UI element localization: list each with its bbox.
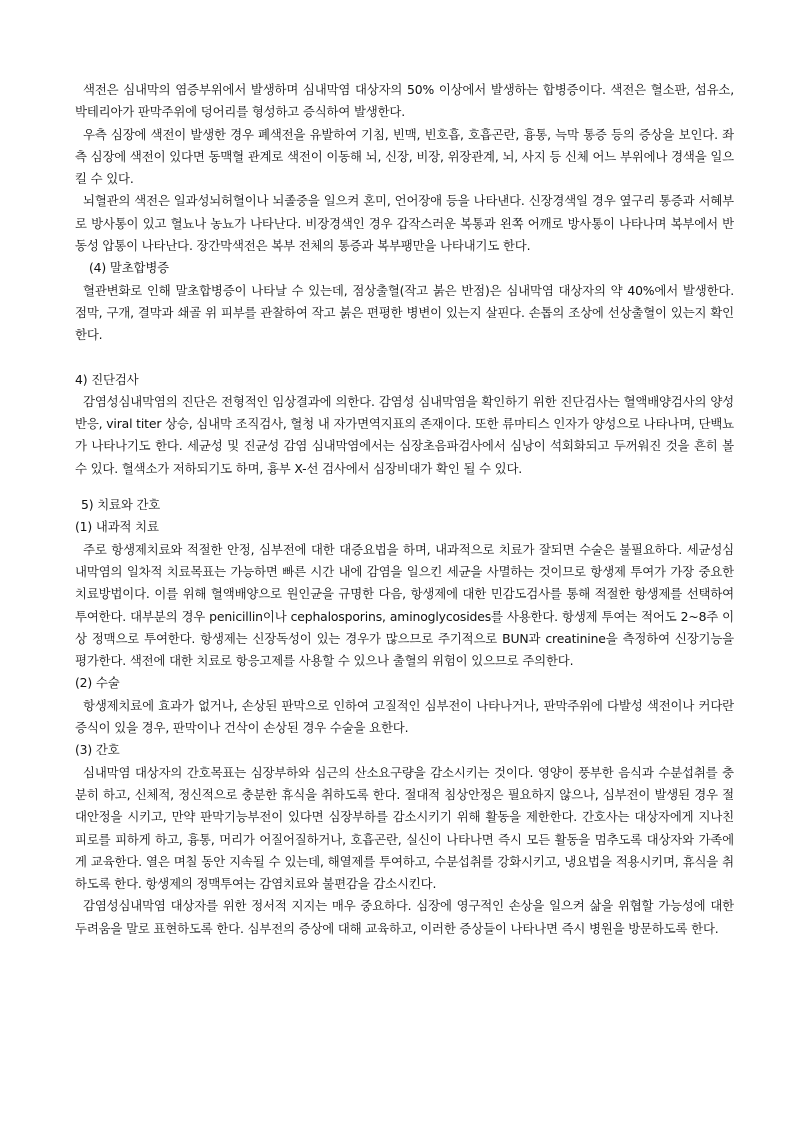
paragraph-medical-treatment: 주로 항생제치료와 적절한 안정, 심부전에 대한 대증요법을 하며, 내과적으로 치료가 잘되면 수술은 불필요하다. 세균성심내막염의 일차적 치료목표는 가능하면 빠른 시간 내에 감염을 일으킨 세균을 사멸하는 것이므로 항생제 투여가 가장 중요한 치료방법이다. 이를 위해 혈액배양으로 원인균을 규명한 다음, 항생제에 대한 민감도검사를 통해 적절한 항생제를 선택하여 투여한다. 대부분의 경우 penicillin이나 cephalosporins, aminoglycosides를 사용한다. 항생제 투여는 적어도 2~8주 이상 정맥으로 투여한다. 항생제는 신장독성이 있는 경우가 많으므로 주기적으로 BUN과 creatinine을 측정하여 신장기능을 평가한다. 색전에 대한 치료로 항응고제를 사용할 수 있으나 출혈의 위험이 있으므로 주의한다.	[75, 541, 735, 669]
paragraph-peripheral-complications: 혈관변화로 인해 말초합병증이 나타날 수 있는데, 점상출혈(작고 붉은 반점)은 심내막염 대상자의 약 40%에서 발생한다. 점막, 구개, 결막과 쇄골 위 피부를 관찰하여 작고 붉은 편평한 병변이 있는지 살핀다. 손톱의 조상에 선상출혈이 있는지 확인한다.	[75, 282, 734, 343]
spacer	[75, 480, 734, 494]
paragraph-embolism-symptoms: 우측 심장에 색전이 발생한 경우 폐색전을 유발하여 기침, 빈맥, 빈호흡, 호흡곤란, 흉통, 늑막 통증 등의 증상을 보인다. 좌측 심장에 색전이 있다면 동맥혈 관계로 색전이 이동해 뇌, 신장, 비장, 위장관계, 뇌, 사지 등 신체 어느 부위에나 경색을 일으킬 수 있다.	[75, 126, 734, 187]
paragraph-nursing: 심내막염 대상자의 간호목표는 심장부하와 심근의 산소요구량을 감소시키는 것이다. 영양이 풍부한 음식과 수분섭취를 충분히 하고, 신체적, 정신적으로 충분한 휴식을 취하도록 한다. 절대적 침상안정은 필요하지 않으나, 심부전이 발생된 경우 절대안정을 시키고, 만약 판막기능부전이 있다면 심장부하를 감소시키기 위해 활동을 제한한다. 간호사는 대상자에게 지나친 피로를 피하게 하고, 흉통, 머리가 어질어질하거나, 호흡곤란, 실신이 나타나면 즉시 모든 활동을 멈추도록 대상자와 가족에게 교육한다. 열은 며칠 동안 지속될 수 있는데, 해열제를 투여하고, 수분섭취를 강화시키고, 냉요법을 적용시키며, 휴식을 취하도록 한다. 항생제의 정맥투여는 감염치료와 불편감을 감소시킨다.	[75, 764, 734, 892]
paragraph-emotional-support: 감염성심내막염 대상자를 위한 정서적 지지는 매우 중요하다. 심장에 영구적인 손상을 일으켜 삶을 위협할 가능성에 대한 두려움을 말로 표현하도록 한다. 심부전의 증상에 대해 교육하고, 이러한 증상들이 나타나면 즉시 병원을 방문하도록 한다.	[75, 898, 734, 936]
paragraph-embolism-overview: 색전은 심내막의 염증부위에서 발생하며 심내막염 대상자의 50% 이상에서 발생하는 합병증이다. 색전은 혈소판, 섬유소, 박테리아가 판막주위에 덩어리를 형성하고 증식하여 발생한다.	[75, 82, 734, 120]
paragraph-diagnostic-tests: 감염성심내막염의 진단은 전형적인 임상결과에 의한다. 감염성 심내막염을 확인하기 위한 진단검사는 혈액배양검사의 양성반응, viral titer 상승, 심내막 조직검사, 혈청 내 자가면역지표의 존재이다. 또한 류마티스 인자가 양성으로 나타나며, 단백뇨가 나타나기도 한다. 세균성 및 진균성 감염 심내막염에서는 심장초음파검사에서 심낭이 석회화되고 두꺼워진 것을 흔히 볼 수 있다. 혈색소가 저하되기도 하며, 흉부 X-선 검사에서 심장비대가 확인 될 수 있다.	[75, 393, 734, 476]
paragraph-embolism-sites: 뇌혈관의 색전은 일과성뇌허혈이나 뇌졸중을 일으켜 혼미, 언어장애 등을 나타낸다. 신장경색일 경우 옆구리 통증과 서혜부로 방사통이 있고 혈뇨나 농뇨가 나타난다. 비장경색인 경우 갑작스러운 복통과 왼쪽 어깨로 방사통이 나타나며 복부에서 반동성 압통이 나타난다. 장간막색전은 복부 전체의 통증과 복부팽만을 나타내기도 한다.	[75, 193, 734, 254]
heading-medical-treatment: (1) 내과적 치료	[75, 519, 159, 535]
heading-nursing: (3) 간호	[75, 742, 120, 758]
heading-diagnostic-tests: 4) 진단검사	[75, 371, 139, 387]
heading-peripheral-complications: (4) 말초합병증	[89, 260, 169, 276]
document-body	[75, 79, 734, 940]
paragraph-surgery: 항생제치료에 효과가 없거나, 손상된 판막으로 인하여 고질적인 심부전이 나타나거나, 판막주위에 다발성 색전이나 커다란 증식이 있을 경우, 판막이나 건삭이 손상된 경우 수술을 요한다.	[75, 697, 734, 736]
heading-treatment-nursing: 5) 치료와 간호	[81, 497, 161, 513]
spacer	[75, 347, 734, 369]
heading-surgery: (2) 수술	[75, 675, 120, 691]
